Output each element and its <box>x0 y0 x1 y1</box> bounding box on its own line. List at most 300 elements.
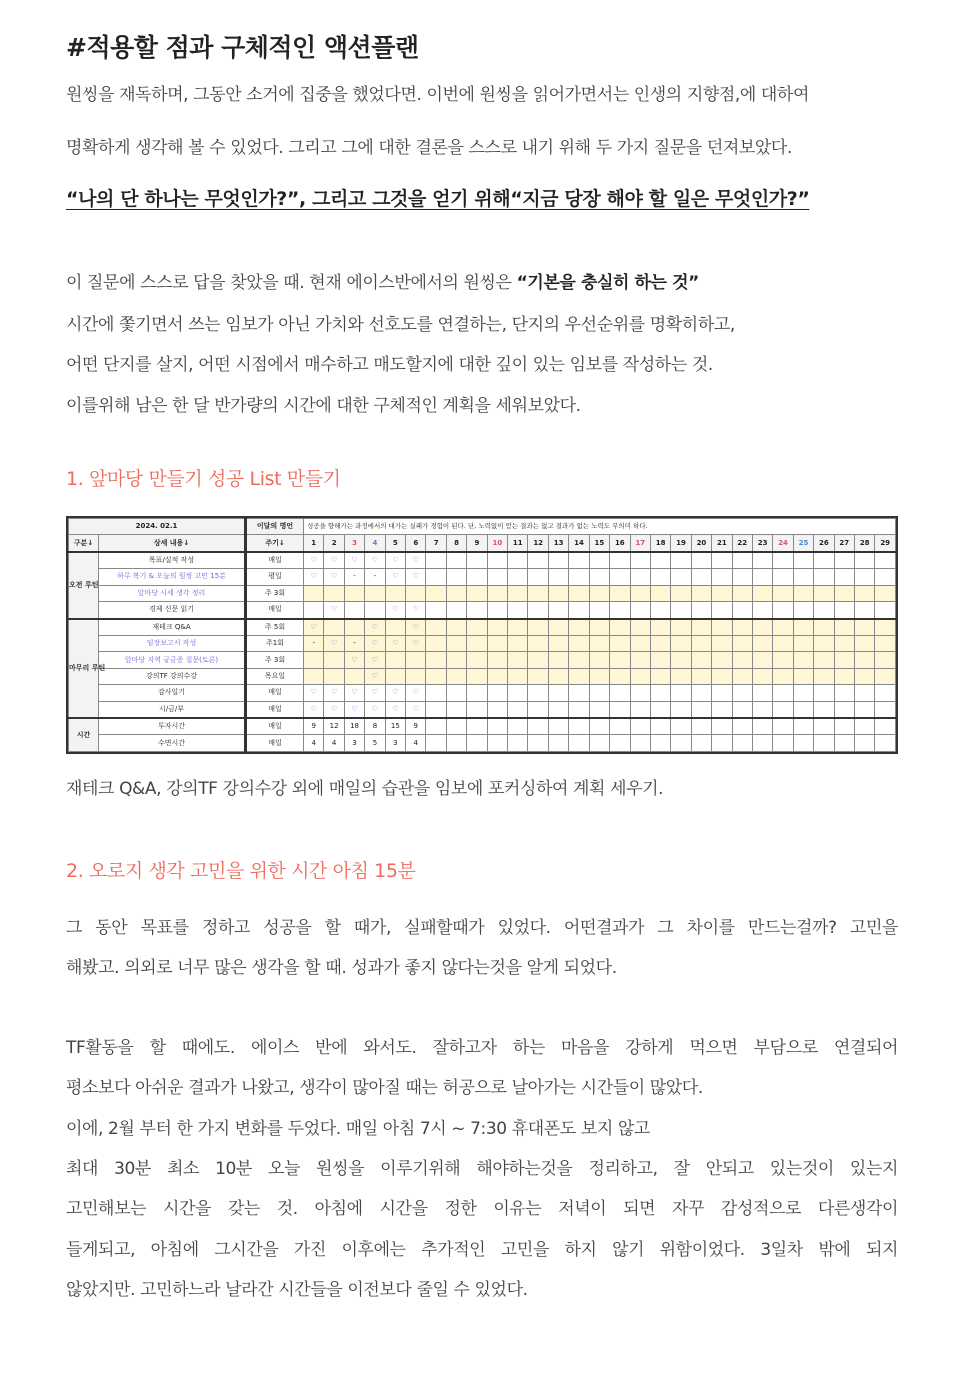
section-2-para2-line-1: TF활동을 할 때에도. 에이스 반에 와서도. 잘하고자 하는 마음을 강하게 먹으면 부담으로 연결되어 <box>66 1038 898 1058</box>
intro-line-1: 원씽을 재독하며, 그동안 소거에 집중을 했었다면. 이번에 원씽을 읽어가면서는 인생의 지향점,에 대하여 <box>66 85 809 105</box>
day-cell <box>610 635 630 651</box>
routine-group-label: 마무리 루틴 <box>69 619 99 719</box>
section-2-para1-line-2: 해봤고. 의외로 너무 많은 생각을 할 때. 성과가 좋지 않다는것을 알게 되었다. <box>66 958 617 978</box>
habit-detail: 강의TF 강의수강 <box>99 668 246 684</box>
day-cell <box>446 619 466 636</box>
day-cell <box>691 602 711 619</box>
day-cell <box>426 602 446 619</box>
day-cell <box>385 668 405 684</box>
heart-icon: ♡ <box>385 635 405 651</box>
section-2-para2-line-4: 최대 30분 최소 10분 오늘 원씽을 이루기위해 해야하는것을 정리하고, 잘 안되고 있는것이 있는지 <box>66 1159 898 1179</box>
day-header: 18 <box>650 535 670 552</box>
day-cell <box>344 668 364 684</box>
section-1-caption: 재테크 Q&A, 강의TF 강의수강 외에 매일의 습관을 임보에 포커싱하여 계획 세우기. <box>66 779 664 799</box>
day-cell <box>752 619 772 636</box>
planner-row <box>69 602 896 619</box>
day-cell <box>773 701 793 718</box>
day-cell <box>650 701 670 718</box>
day-cell <box>691 718 711 735</box>
day-cell <box>671 735 691 752</box>
day-cell: 5 <box>365 735 385 752</box>
day-cell <box>365 602 385 619</box>
day-cell <box>548 635 568 651</box>
day-cell <box>854 569 874 585</box>
day-cell <box>875 602 896 619</box>
answer-line-1-text: 이 질문에 스스로 답을 찾았을 때. 현재 에이스반에서의 원씽은 <box>66 273 517 293</box>
day-cell <box>875 585 896 601</box>
day-cell <box>548 552 568 569</box>
heart-icon: ♡ <box>385 569 405 585</box>
heart-icon: ♡ <box>385 602 405 619</box>
planner-date: 2024. 02.1 <box>69 519 246 535</box>
day-cell <box>508 552 528 569</box>
day-cell <box>650 585 670 601</box>
day-cell <box>712 635 732 651</box>
day-cell <box>528 735 548 752</box>
day-cell: 18 <box>344 718 364 735</box>
day-cell <box>344 585 364 601</box>
day-cell <box>854 685 874 701</box>
day-header: 6 <box>406 535 426 552</box>
day-cell <box>610 685 630 701</box>
day-cell <box>854 701 874 718</box>
day-cell <box>569 602 589 619</box>
day-cell <box>854 652 874 668</box>
day-cell <box>650 685 670 701</box>
section-2-heading: 2. 오로지 생각 고민을 위한 시간 아침 15분 <box>66 860 416 882</box>
column-header-group: 구분↓ <box>69 535 99 552</box>
heart-icon: ♡ <box>406 552 426 569</box>
day-cell <box>732 668 752 684</box>
day-cell <box>446 685 466 701</box>
answer-line-1 <box>66 268 699 293</box>
heart-icon: ♡ <box>304 685 324 701</box>
day-cell <box>732 552 752 569</box>
day-cell <box>752 569 772 585</box>
day-cell <box>732 585 752 601</box>
day-cell <box>610 552 630 569</box>
page-title: #적용할 점과 구체적인 액션플랜 <box>66 33 419 62</box>
day-cell <box>467 652 487 668</box>
column-header-cycle: 주기↓ <box>246 535 304 552</box>
day-cell <box>467 668 487 684</box>
day-cell <box>834 735 854 752</box>
day-cell <box>752 668 772 684</box>
day-cell <box>650 602 670 619</box>
day-cell <box>793 718 813 735</box>
day-cell <box>793 668 813 684</box>
day-header: 22 <box>732 535 752 552</box>
day-cell <box>854 635 874 651</box>
day-cell <box>589 602 609 619</box>
heart-icon: ♡ <box>406 619 426 636</box>
day-cell <box>487 685 507 701</box>
day-cell <box>630 552 650 569</box>
day-cell <box>610 668 630 684</box>
day-cell <box>630 619 650 636</box>
day-cell <box>548 668 568 684</box>
day-cell <box>773 635 793 651</box>
day-cell <box>528 602 548 619</box>
day-cell <box>528 552 548 569</box>
heart-icon: ♡ <box>385 701 405 718</box>
day-cell <box>548 619 568 636</box>
day-cell <box>589 652 609 668</box>
day-header: 17 <box>630 535 650 552</box>
day-cell <box>834 585 854 601</box>
day-cell <box>589 619 609 636</box>
day-cell <box>446 718 466 735</box>
day-cell <box>793 552 813 569</box>
day-header: 4 <box>365 535 385 552</box>
motto-label: 이달의 명언 <box>246 519 304 535</box>
day-cell <box>630 585 650 601</box>
heart-icon: ♡ <box>365 668 385 684</box>
day-cell: - <box>365 569 385 585</box>
habit-cycle: 주 3회 <box>246 585 304 601</box>
day-header: 19 <box>671 535 691 552</box>
heart-icon: ♡ <box>324 569 344 585</box>
day-cell <box>691 619 711 636</box>
day-header: 8 <box>446 535 466 552</box>
day-cell <box>508 668 528 684</box>
day-cell <box>589 635 609 651</box>
day-header: 9 <box>467 535 487 552</box>
day-cell <box>793 585 813 601</box>
planner-row <box>69 668 896 684</box>
heart-icon: ♡ <box>365 652 385 668</box>
planner-row <box>69 701 896 718</box>
heart-icon: ♡ <box>365 685 385 701</box>
day-cell <box>589 701 609 718</box>
day-cell <box>691 701 711 718</box>
day-cell <box>671 701 691 718</box>
day-cell <box>630 569 650 585</box>
habit-cycle: 매일 <box>246 701 304 718</box>
day-cell <box>650 668 670 684</box>
day-cell <box>773 569 793 585</box>
day-cell <box>752 585 772 601</box>
day-cell: 9 <box>304 718 324 735</box>
heart-icon: ♡ <box>406 701 426 718</box>
day-header: 20 <box>691 535 711 552</box>
day-cell <box>712 602 732 619</box>
heart-icon: ♡ <box>385 685 405 701</box>
day-cell <box>487 668 507 684</box>
day-cell <box>304 585 324 601</box>
day-cell <box>528 635 548 651</box>
day-cell <box>814 652 834 668</box>
section-2-para2-line-2: 평소보다 아쉬운 결과가 나왔고, 생각이 많아질 때는 허공으로 날아가는 시간들이 많았다. <box>66 1078 703 1098</box>
day-cell <box>487 718 507 735</box>
heart-icon: ♡ <box>344 701 364 718</box>
day-cell <box>814 602 834 619</box>
day-cell <box>650 718 670 735</box>
column-header-detail: 상세 내용↓ <box>99 535 246 552</box>
heart-icon: ♡ <box>304 701 324 718</box>
day-cell <box>854 602 874 619</box>
day-cell <box>814 735 834 752</box>
day-header: 12 <box>528 535 548 552</box>
day-cell <box>508 685 528 701</box>
day-cell <box>732 619 752 636</box>
day-cell <box>671 718 691 735</box>
habit-detail: 수면시간 <box>99 735 246 752</box>
day-cell <box>854 735 874 752</box>
day-header: 11 <box>508 535 528 552</box>
day-cell <box>854 585 874 601</box>
day-cell <box>467 718 487 735</box>
day-cell <box>446 735 466 752</box>
day-cell <box>671 635 691 651</box>
day-cell <box>875 619 896 636</box>
day-cell <box>814 569 834 585</box>
day-cell <box>487 735 507 752</box>
section-2-para2-line-5: 고민해보는 시간을 갖는 것. 아침에 시간을 정한 이유는 저녁이 되면 자꾸 감성적으로 다른생각이 <box>66 1199 898 1219</box>
habit-cycle: 주 5회 <box>246 619 304 636</box>
day-cell <box>630 602 650 619</box>
day-cell <box>344 619 364 636</box>
day-cell <box>691 569 711 585</box>
day-cell <box>630 701 650 718</box>
day-cell <box>610 602 630 619</box>
day-cell <box>467 569 487 585</box>
day-cell <box>610 585 630 601</box>
day-cell <box>854 619 874 636</box>
day-cell <box>732 701 752 718</box>
day-cell: 4 <box>324 735 344 752</box>
habit-detail: 목표/실적 작성 <box>99 552 246 569</box>
day-cell <box>385 652 405 668</box>
day-cell <box>446 602 466 619</box>
day-cell <box>630 685 650 701</box>
day-cell <box>589 552 609 569</box>
day-cell <box>304 652 324 668</box>
day-cell <box>610 718 630 735</box>
section-1-heading: 1. 앞마당 만들기 성공 List 만들기 <box>66 468 341 490</box>
planner-row <box>69 652 896 668</box>
day-header: 21 <box>712 535 732 552</box>
day-cell <box>834 718 854 735</box>
day-cell <box>834 701 854 718</box>
day-header: 29 <box>875 535 896 552</box>
day-cell <box>773 685 793 701</box>
day-cell <box>569 735 589 752</box>
day-cell <box>467 585 487 601</box>
day-cell <box>569 619 589 636</box>
day-cell <box>487 602 507 619</box>
day-cell <box>691 685 711 701</box>
day-cell <box>875 569 896 585</box>
day-cell <box>467 602 487 619</box>
day-cell <box>752 685 772 701</box>
day-cell <box>691 652 711 668</box>
day-cell <box>854 552 874 569</box>
day-cell <box>446 635 466 651</box>
day-cell <box>548 701 568 718</box>
day-cell: 15 <box>385 718 405 735</box>
planner-row <box>69 569 896 585</box>
day-cell <box>610 652 630 668</box>
heart-icon: ♡ <box>304 569 324 585</box>
day-cell <box>773 652 793 668</box>
day-cell <box>875 735 896 752</box>
day-cell <box>324 652 344 668</box>
day-cell <box>671 585 691 601</box>
day-header: 10 <box>487 535 507 552</box>
day-cell <box>630 718 650 735</box>
day-cell <box>834 619 854 636</box>
day-cell <box>508 718 528 735</box>
day-cell <box>712 701 732 718</box>
day-header: 26 <box>814 535 834 552</box>
day-cell <box>528 619 548 636</box>
day-cell <box>793 701 813 718</box>
day-cell <box>528 668 548 684</box>
planner-row <box>69 585 896 601</box>
heart-icon: ♡ <box>324 701 344 718</box>
day-cell <box>548 685 568 701</box>
heart-icon: ♡ <box>385 552 405 569</box>
day-header: 16 <box>610 535 630 552</box>
day-cell <box>752 602 772 619</box>
heart-icon: ♡ <box>365 701 385 718</box>
day-cell <box>691 585 711 601</box>
day-cell <box>773 552 793 569</box>
day-cell <box>569 585 589 601</box>
heart-icon: ♡ <box>344 552 364 569</box>
day-cell <box>324 619 344 636</box>
day-cell <box>671 552 691 569</box>
section-2-para2-line-3: 이에, 2월 부터 한 가지 변화를 두었다. 매일 아침 7시 ~ 7:30 휴대폰도 보지 않고 <box>66 1119 650 1139</box>
day-cell <box>814 701 834 718</box>
day-header: 2 <box>324 535 344 552</box>
day-cell <box>732 569 752 585</box>
day-cell <box>446 701 466 718</box>
day-cell <box>712 619 732 636</box>
heart-icon: ♡ <box>324 602 344 619</box>
day-cell <box>773 619 793 636</box>
day-cell <box>589 668 609 684</box>
day-cell <box>426 701 446 718</box>
day-cell <box>548 569 568 585</box>
day-cell <box>650 735 670 752</box>
day-cell <box>548 602 568 619</box>
heart-icon: ♡ <box>406 685 426 701</box>
day-cell <box>732 602 752 619</box>
day-cell <box>875 652 896 668</box>
day-cell <box>834 569 854 585</box>
day-cell <box>426 718 446 735</box>
intro-line-2: 명확하게 생각해 볼 수 있었다. 그리고 그에 대한 결론을 스스로 내기 위해 두 가지 질문을 던져보았다. <box>66 138 792 158</box>
day-cell <box>732 718 752 735</box>
day-cell <box>773 602 793 619</box>
day-cell <box>528 569 548 585</box>
planner-row <box>69 735 896 752</box>
day-cell <box>691 735 711 752</box>
day-cell <box>344 602 364 619</box>
day-cell <box>752 701 772 718</box>
day-cell <box>814 552 834 569</box>
day-cell <box>324 585 344 601</box>
day-header: 15 <box>589 535 609 552</box>
day-cell <box>467 619 487 636</box>
day-cell: 3 <box>385 735 405 752</box>
day-cell <box>446 585 466 601</box>
day-cell <box>508 701 528 718</box>
day-cell <box>569 701 589 718</box>
habit-detail: 앞마당 지역 궁금증 질문(토론) <box>99 652 246 668</box>
day-cell <box>569 552 589 569</box>
day-cell <box>589 585 609 601</box>
day-cell: 9 <box>406 718 426 735</box>
day-cell <box>446 668 466 684</box>
day-cell <box>508 635 528 651</box>
habit-detail: 하루 복기 & 오늘의 원씽 고민 15분 <box>99 569 246 585</box>
day-cell <box>793 735 813 752</box>
day-cell <box>793 635 813 651</box>
day-cell <box>834 668 854 684</box>
day-cell <box>508 652 528 668</box>
day-cell <box>426 569 446 585</box>
day-cell <box>589 569 609 585</box>
habit-detail: 경제 신문 읽기 <box>99 602 246 619</box>
day-cell <box>508 735 528 752</box>
day-header: 24 <box>773 535 793 552</box>
day-cell: 12 <box>324 718 344 735</box>
day-header: 28 <box>854 535 874 552</box>
day-cell <box>365 585 385 601</box>
day-cell <box>671 569 691 585</box>
day-cell <box>569 718 589 735</box>
day-cell <box>426 652 446 668</box>
day-cell <box>487 585 507 601</box>
habit-detail: 투자시간 <box>99 718 246 735</box>
heart-icon: ♡ <box>324 685 344 701</box>
day-cell <box>487 552 507 569</box>
day-cell: 3 <box>344 735 364 752</box>
routine-group-label: 시간 <box>69 718 99 751</box>
day-cell <box>875 718 896 735</box>
day-cell <box>304 668 324 684</box>
day-cell <box>773 735 793 752</box>
day-cell <box>671 652 691 668</box>
day-cell <box>385 585 405 601</box>
day-cell <box>650 652 670 668</box>
day-cell <box>426 619 446 636</box>
heart-icon: ♡ <box>406 602 426 619</box>
planner-row <box>69 619 896 636</box>
day-cell: - <box>344 635 364 651</box>
habit-detail: 재테크 Q&A <box>99 619 246 636</box>
day-cell <box>528 701 548 718</box>
day-cell <box>875 701 896 718</box>
day-cell <box>548 718 568 735</box>
day-cell <box>487 619 507 636</box>
day-cell <box>569 668 589 684</box>
day-cell <box>712 735 732 752</box>
heart-icon: ♡ <box>324 552 344 569</box>
day-cell <box>712 685 732 701</box>
habit-cycle: 평일 <box>246 569 304 585</box>
day-cell <box>324 668 344 684</box>
day-cell <box>528 685 548 701</box>
day-cell <box>467 735 487 752</box>
day-cell <box>406 585 426 601</box>
day-cell <box>508 619 528 636</box>
day-cell <box>528 652 548 668</box>
day-cell <box>426 635 446 651</box>
